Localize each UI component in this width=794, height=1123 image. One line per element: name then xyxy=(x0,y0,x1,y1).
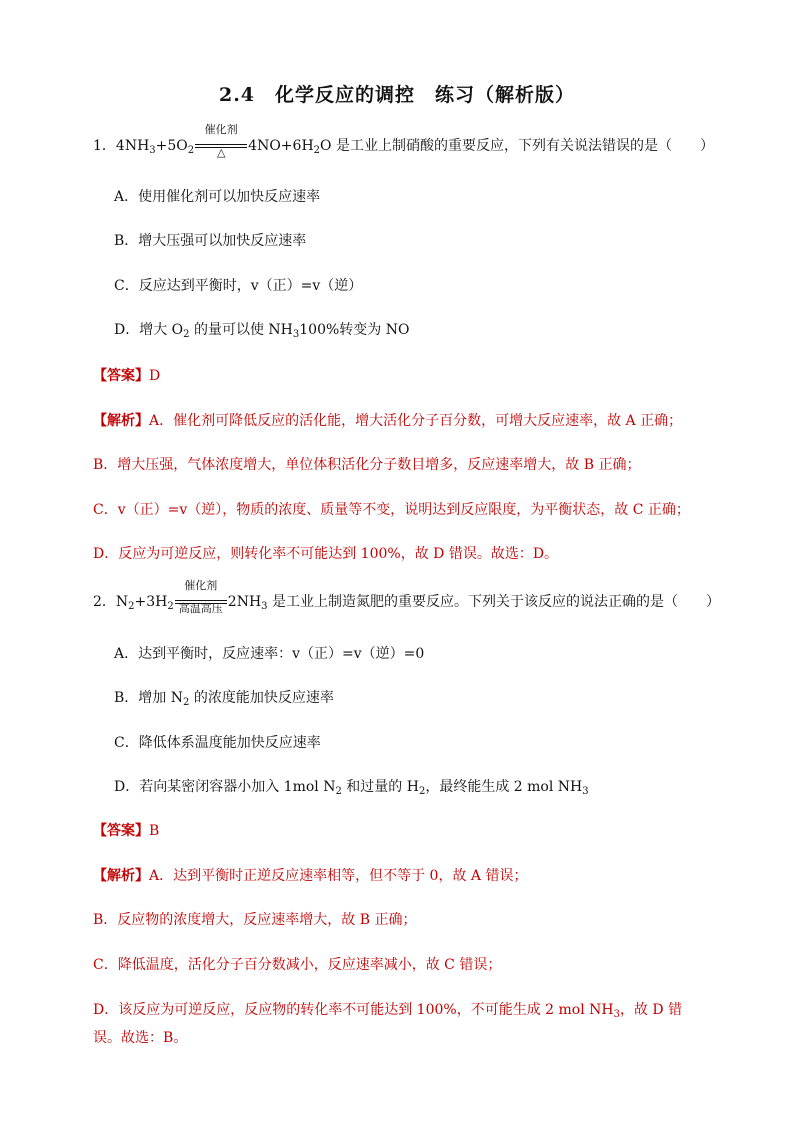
question-1-analysis-line-3: C．v（正）=v（逆），物质的浓度、质量等不变，说明达到反应限度，为平衡状态，故 C 正确； xyxy=(93,502,690,518)
answer-tag: 【答案】 xyxy=(93,823,149,839)
page-title: 2.4 化学反应的调控 练习（解析版） xyxy=(218,84,576,106)
question-1-answer xyxy=(93,366,160,386)
question-1-option-a: A．使用催化剂可以加快反应速率 xyxy=(114,189,321,205)
question-number: 2． xyxy=(93,594,116,610)
question-1-stem: 1．$4NH_3+5O_2$ 催化剂 △ $4NO+6H_2O$ 是工业上制硝酸的重要反应，下列有关说法错误的是（ ） xyxy=(93,123,714,159)
question-2-analysis-line-1: 【解析】A．达到平衡时正逆反应速率相等，但不等于 0，故 A 错误； xyxy=(93,868,528,884)
question-2-option-c: C．降低体系温度能加快反应速率 xyxy=(114,735,321,751)
question-1-analysis-line-1: 【解析】A．催化剂可降低反应的活化能，增大活化分子百分数，可增大反应速率，故 A 正确； xyxy=(93,413,683,429)
analysis-tag: 【解析】 xyxy=(93,868,149,884)
question-2-option-a: A．达到平衡时，反应速率：v（正）=v（逆）=0 xyxy=(114,646,425,662)
question-1-analysis-line-4: D．反应为可逆反应，则转化率不可能达到 100%，故 D 错误。故选：D。 xyxy=(93,546,559,562)
answer-value: B xyxy=(149,823,160,839)
condition-bottom: △ xyxy=(216,146,226,159)
answer-tag: 【答案】 xyxy=(93,368,149,384)
condition-top: 催化剂 xyxy=(184,579,218,592)
analysis-tag: 【解析】 xyxy=(93,413,149,429)
question-2-analysis-line-2: B．反应物的浓度增大，反应速率增大，故 B 正确； xyxy=(93,912,417,928)
question-2-analysis-line-4: D．该反应为可逆反应，反应物的转化率不可能达到 100%，不可能生成 2 mol $NH_3$，故 D 错误。故选：B。 xyxy=(93,1002,683,1046)
answer-value: D xyxy=(149,368,161,384)
question-1-option-b: B．增大压强可以加快反应速率 xyxy=(114,233,307,249)
question-2-answer xyxy=(93,821,159,841)
question-1-analysis-line-2: B．增大压强，气体浓度增大，单位体积活化分子数目增多，反应速率增大，故 B 正确； xyxy=(93,457,641,473)
reaction-arrow xyxy=(175,579,227,615)
question-1-option-d: D．增大 $O_2$ 的量可以使 $NH_3100\%$转变为 NO xyxy=(114,322,410,340)
reaction-arrow xyxy=(195,123,247,159)
question-2-analysis-line-3: C．降低温度，活化分子百分数减小，反应速率减小，故 C 错误； xyxy=(93,957,502,973)
condition-bottom: 高温高压 xyxy=(178,602,223,615)
question-2-stem: 2．$N_2+3H_2$ 催化剂 高温高压 $2NH_3$ 是工业上制造氮肥的重要反应。下列关于该反应的说法正确的是（ ） xyxy=(93,579,720,615)
question-1-option-c: C．反应达到平衡时，v（正）=v（逆） xyxy=(114,278,363,294)
question-2-option-b: B．增加 $N_2$ 的浓度能加快反应速率 xyxy=(114,690,334,708)
condition-top: 催化剂 xyxy=(204,123,238,136)
question-2-option-d: D．若向某密闭容器小加入 1mol $N_2$ 和过量的 $H_2$，最终能生成 2 mol $NH_3$ xyxy=(114,779,589,797)
question-number: 1． xyxy=(93,138,116,154)
